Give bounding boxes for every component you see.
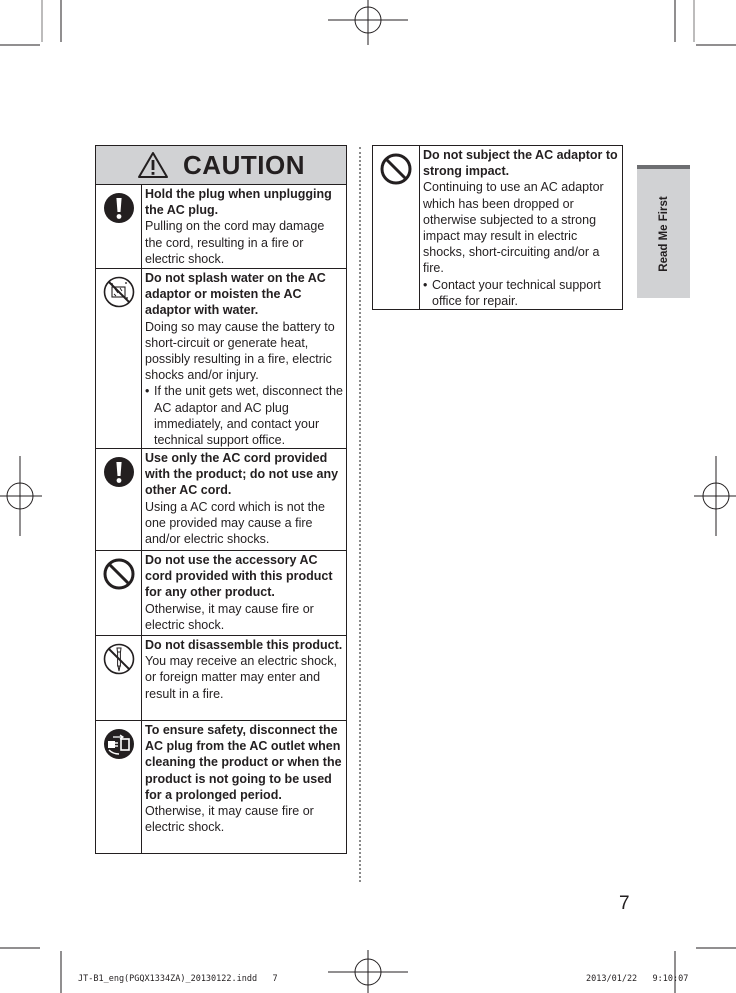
- caution-table: [95, 145, 347, 854]
- exclamation-icon: [103, 192, 135, 224]
- caution-title: CAUTION: [183, 149, 305, 180]
- caution-row: [96, 269, 346, 449]
- caution-heading: Do not subject the AC adaptor to strong impact.: [423, 148, 618, 179]
- side-tab-label: Read Me First: [657, 195, 670, 272]
- caution-row: [96, 185, 346, 269]
- caution-body: Continuing to use an AC adaptor which has been dropped or otherwise subjected to a strong impact may result in electric shocks, short-circuiting and/or a fire.: [423, 180, 604, 276]
- caution-heading: Do not use the accessory AC cord provided with this product for any other product.: [145, 553, 333, 600]
- caution-header: [96, 146, 346, 185]
- caution-row: [96, 721, 346, 853]
- caution-row: [96, 551, 346, 636]
- no-water-icon: [103, 276, 135, 308]
- side-tab: [637, 165, 690, 298]
- warning-triangle-icon: [137, 151, 169, 179]
- prohibition-icon: [380, 153, 412, 185]
- caution-heading: Use only the AC cord provided with the product; do not use any other AC cord.: [145, 451, 339, 498]
- no-disassemble-icon: [103, 643, 135, 675]
- caution-body: You may receive an electric shock, or foreign matter may enter and result in a fire.: [145, 654, 337, 701]
- caution-bullet-text: Contact your technical support office for repair.: [432, 277, 601, 308]
- caution-row: [96, 636, 346, 721]
- caution-row: [96, 449, 346, 551]
- caution-bullet: • Contact your technical support office for repair.: [423, 277, 619, 309]
- caution-bullet-text: If the unit gets wet, disconnect the AC adaptor and AC plug immediately, and contact your technical support office.: [154, 384, 344, 448]
- caution-body: Using a AC cord which is not the one provided may cause a fire and/or electric shocks.: [145, 499, 325, 547]
- caution-heading: Hold the plug when unplugging the AC plug.: [145, 187, 332, 218]
- prohibition-icon: [103, 558, 135, 590]
- caution-heading: To ensure safety, disconnect the AC plug from the AC outlet when cleaning the product or when the product is not going to be used for a prolonged period.: [145, 723, 342, 802]
- footer-timestamp: 2013/01/22 9:10:07: [586, 974, 689, 984]
- caution-table-continued: [372, 145, 623, 310]
- caution-body: Otherwise, it may cause fire or electric shock.: [145, 601, 314, 632]
- caution-heading: Do not disassemble this product.: [145, 638, 343, 652]
- caution-bullet: • If the unit gets wet, disconnect the AC adaptor and AC plug immediately, and contact your technical support office.: [145, 384, 344, 448]
- caution-body: Pulling on the cord may damage the cord, resulting in a fire or electric shock.: [145, 219, 325, 266]
- exclamation-icon: [103, 456, 135, 488]
- page-number: 7: [619, 893, 630, 914]
- footer-filename: JT-B1_eng(PGQX1334ZA)_20130122.indd 7: [78, 974, 278, 984]
- caution-row: [373, 146, 622, 309]
- caution-heading: Do not splash water on the AC adaptor or moisten the AC adaptor with water.: [145, 271, 326, 318]
- caution-body: Doing so may cause the battery to short-circuit or generate heat, possibly resulting in a fire, electric shocks and/or injury.: [145, 319, 335, 383]
- unplug-icon: [103, 728, 135, 760]
- caution-body: Otherwise, it may cause fire or electric shock.: [145, 804, 314, 835]
- column-divider: [359, 147, 361, 882]
